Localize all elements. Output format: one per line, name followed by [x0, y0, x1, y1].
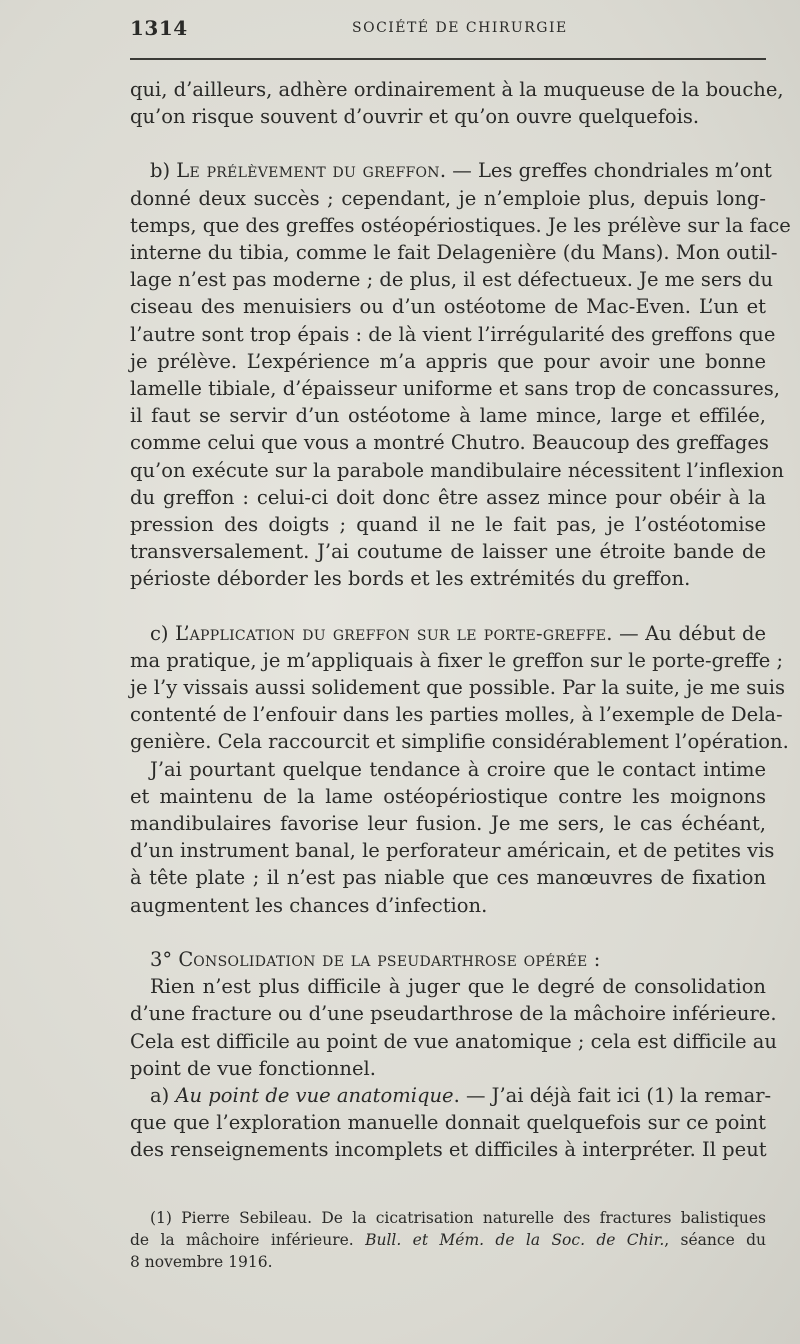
- page-number: 1314: [130, 16, 188, 40]
- text-line: qui, d’ailleurs, adhère ordinairement à la muqueuse de la bouche,: [130, 78, 784, 101]
- text-line: transversalement. J’ai coutume de laisser une étroite bande de: [130, 540, 766, 564]
- body-text: [130, 76, 791, 1164]
- text-line: mandibulaires favorise leur fusion. Je me sers, le cas échéant,: [130, 812, 766, 836]
- text-line: qu’on risque souvent d’ouvrir et qu’on ouvre quelquefois.: [130, 105, 700, 129]
- text-line: pression des doigts ; quand il ne le fait pas, je l’ostéotomise: [130, 513, 766, 537]
- text-line: que que l’exploration manuelle donnait quelquefois sur ce point: [130, 1111, 766, 1135]
- page-header: [130, 16, 766, 44]
- running-head: SOCIÉTÉ DE CHIRURGIE: [352, 20, 568, 36]
- text-line: ciseau des menuisiers ou d’un ostéotome de Mac-Even. L’un et: [130, 295, 766, 319]
- text-line: genière. Cela raccourcit et simplifie considérablement l’opération.: [130, 730, 789, 754]
- section-a-heading-line: a) Au point de vue anatomique. — J’ai déjà fait ici (1) la remar-: [150, 1083, 772, 1107]
- text-line: interne du tibia, comme le fait Delagenière (du Mans). Mon outil-: [130, 241, 778, 265]
- text-line: comme celui que vous a montré Chutro. Beaucoup des greffages: [130, 431, 769, 455]
- text-line: d’une fracture ou d’une pseudarthrose de la mâchoire inférieure.: [130, 1002, 777, 1026]
- text-line: contenté de l’enfouir dans les parties molles, à l’exemple de Dela-: [130, 703, 783, 727]
- text-line: des renseignements incomplets et difficiles à interpréter. Il peut: [130, 1138, 767, 1162]
- text-line: temps, que des greffes ostéopériostiques. Je les prélève sur la face: [130, 213, 791, 237]
- header-rule: [130, 58, 766, 60]
- section-3-heading-line: 3° Consolidation de la pseudarthrose opérée :: [150, 947, 601, 971]
- text-line: il faut se servir d’un ostéotome à lame mince, large et effilée,: [130, 404, 766, 428]
- text-line: du greffon : celui-ci doit donc être assez mince pour obéir à la: [130, 485, 766, 509]
- text-line: à tête plate ; il n’est pas niable que ces manœuvres de fixation: [130, 866, 766, 890]
- text-line: périoste déborder les bords et les extrémités du greffon.: [130, 567, 691, 591]
- text-line: J’ai pourtant quelque tendance à croire que le contact intime: [150, 757, 766, 781]
- text-line: l’autre sont trop épais : de là vient l’irrégularité des greffons que: [130, 322, 776, 346]
- text-line: je l’y vissais aussi solidement que possible. Par la suite, je me suis: [130, 676, 786, 700]
- text-line: d’un instrument banal, le perforateur américain, et de petites vis: [130, 839, 775, 863]
- text-line: Cela est difficile au point de vue anatomique ; cela est difficile au: [130, 1029, 777, 1053]
- section-c-heading-line: c) L’application du greffon sur le porte-greffe. — Au début de: [150, 621, 766, 645]
- text-line: ma pratique, je m’appliquais à fixer le greffon sur le porte-greffe ;: [130, 648, 784, 672]
- text-line: et maintenu de la lame ostéopériostique contre les moignons: [130, 784, 766, 808]
- text-line: qu’on exécute sur la parabole mandibulaire nécessitent l’inflexion: [130, 458, 784, 482]
- text-line: point de vue fonctionnel.: [130, 1056, 376, 1080]
- text-line: je prélève. L’expérience m’a appris que pour avoir une bonne: [130, 349, 766, 373]
- text-line: lamelle tibiale, d’épaisseur uniforme et sans trop de concassures,: [130, 377, 780, 401]
- text-line: donné deux succès ; cependant, je n’emploie plus, depuis long-: [130, 186, 766, 210]
- text-line: augmentent les chances d’infection.: [130, 893, 488, 917]
- text-line: lage n’est pas moderne ; de plus, il est défectueux. Je me sers du: [130, 268, 774, 292]
- footnotes: [130, 1207, 766, 1273]
- section-b-heading-line: b) Le prélèvement du greffon. — Les greffes chondriales m’ont: [150, 159, 772, 183]
- footnote-line: (1) Pierre Sebileau. De la cicatrisation naturelle des fractures balistiques: [150, 1209, 766, 1227]
- text-line: Rien n’est plus difficile à juger que le degré de consolidation: [150, 975, 766, 999]
- footnote-line: 8 novembre 1916.: [130, 1253, 273, 1271]
- footnote-line: de la mâchoire inférieure. Bull. et Mém. de la Soc. de Chir., séance du: [130, 1231, 767, 1249]
